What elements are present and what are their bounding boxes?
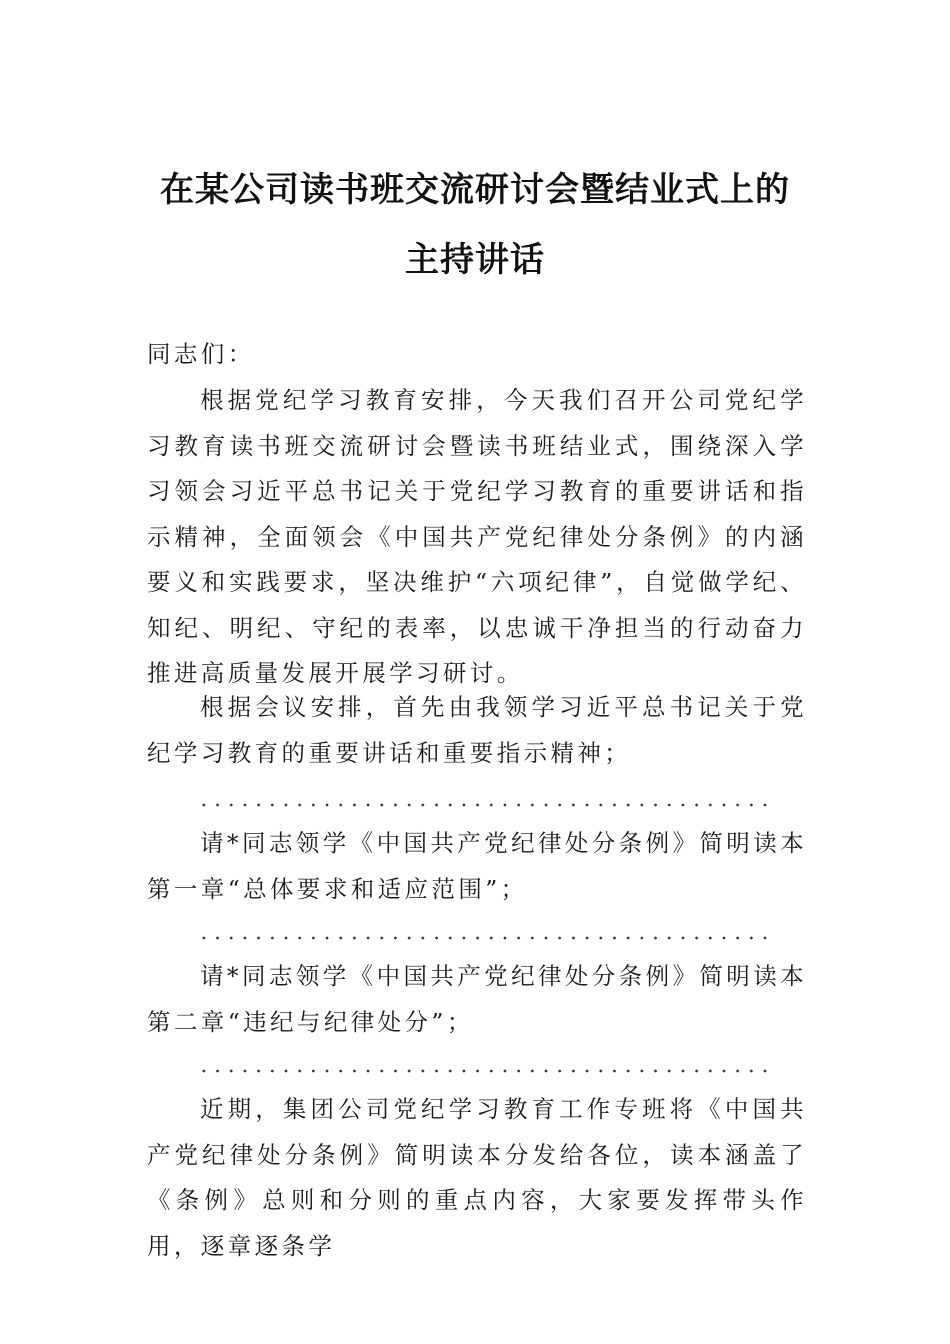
paragraph-agenda-3: 请*同志领学《中国共产党纪律处分条例》简明读本第二章“违纪与纪律处分”； — [147, 962, 807, 1036]
paragraph-agenda-2: 请*同志领学《中国共产党纪律处分条例》简明读本第一章“总体要求和适应范围”； — [147, 829, 807, 903]
document-title-line-1: 在某公司读书班交流研讨会暨结业式上的 — [160, 170, 790, 210]
paragraph-closing: 近期，集团公司党纪学习教育工作专班将《中国共产党纪律处分条例》简明读本分发给各位，读本涵盖了《条例》总则和分则的重点内容，大家要发挥带头作用，逐章逐条学 — [147, 1095, 807, 1260]
ellipsis-divider — [197, 1068, 777, 1074]
paragraph-opening: 根据党纪学习教育安排，今天我们召开公司党纪学习教育读书班交流研讨会暨读书班结业式，围绕深入学习领会习近平总书记关于党纪学习教育的重要讲话和指示精神，全面领会《中国共产党纪律处分条例》的内涵要义和实践要求，坚决维护“六项纪律”，自觉做学纪、知纪、明纪、守纪的表率，以忠诚干净担当的行动奋力推进高质量发展开展学习研讨。 — [147, 386, 807, 687]
paragraph-agenda-1: 根据会议安排，首先由我领学习近平总书记关于党纪学习教育的重要讲话和重要指示精神； — [147, 693, 807, 767]
salutation: 同志们： — [147, 340, 255, 368]
ellipsis-divider — [197, 935, 777, 941]
ellipsis-divider — [197, 802, 777, 808]
document-title-line-2: 主持讲话 — [405, 240, 545, 280]
